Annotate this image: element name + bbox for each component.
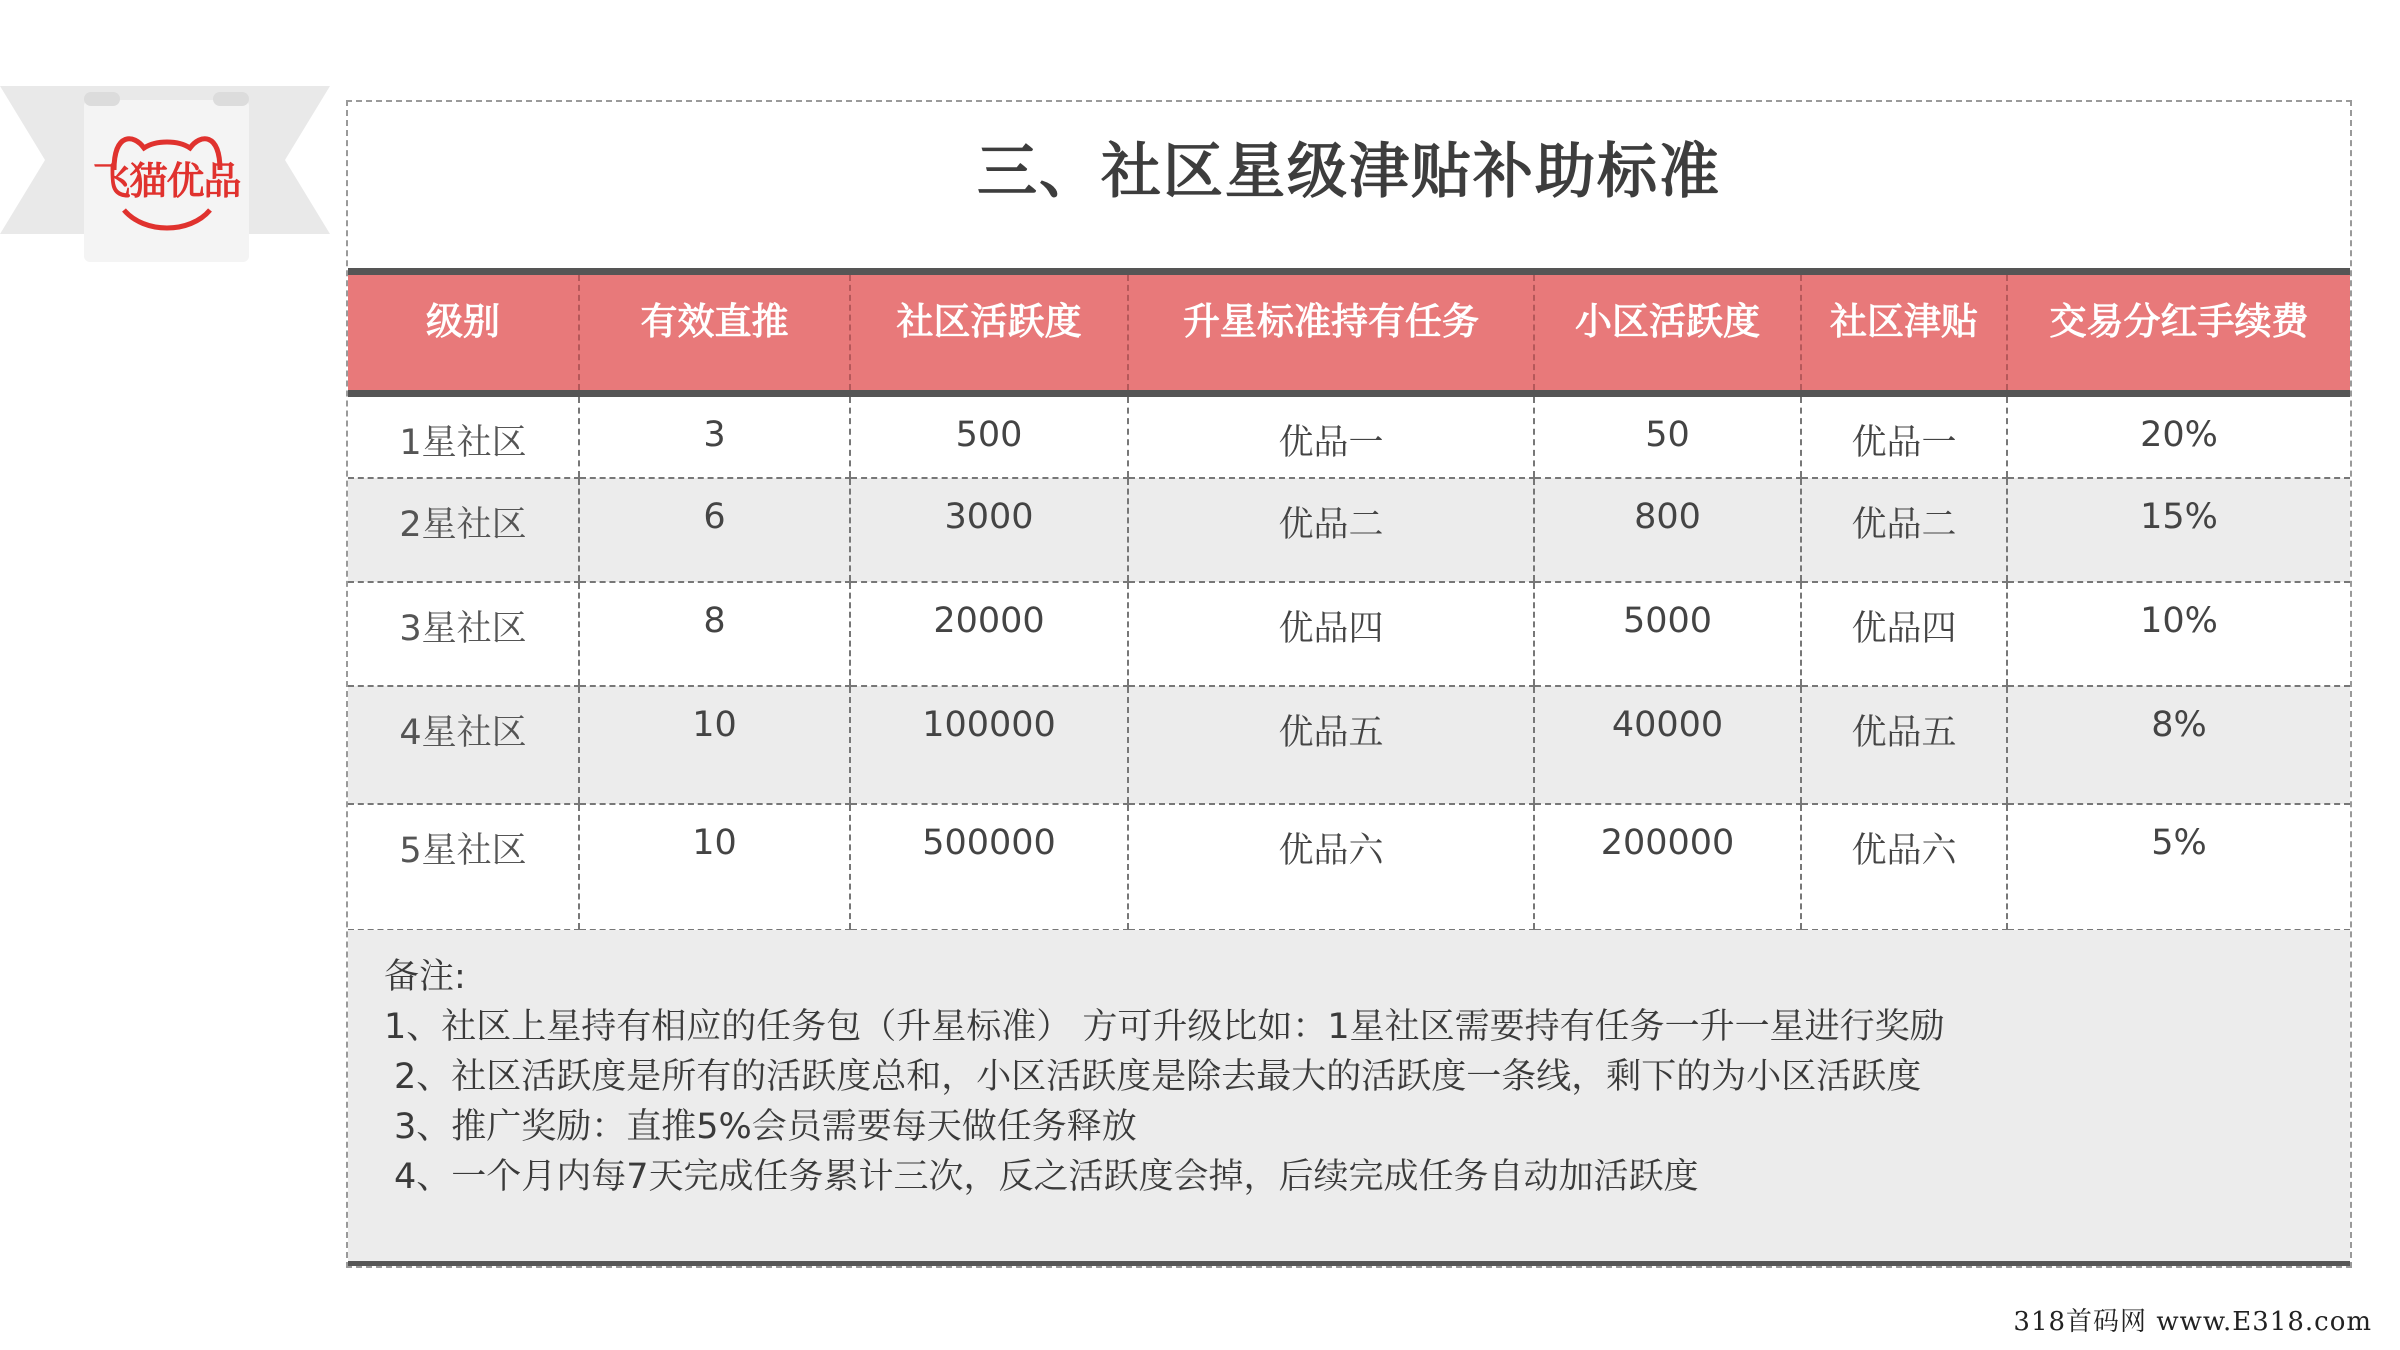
cell-fee: 20% [2007,394,2350,478]
cell-area-activity: 800 [1534,478,1801,582]
table-row [348,582,2350,686]
cell-direct: 3 [579,394,850,478]
cell-community-activity: 3000 [850,478,1128,582]
table-row [348,478,2350,582]
table-row [348,804,2350,930]
cell-area-activity: 50 [1534,394,1801,478]
note-item: 2、社区活跃度是所有的活跃度总和，小区活跃度是除去最大的活跃度一条线，剩下的为小区活跃度 [394,1057,1922,1097]
cell-fee: 15% [2007,478,2350,582]
subsidy-table [348,268,2350,931]
notes-label: 备注: [384,957,466,997]
cell-task: 优品一 [1128,394,1534,478]
cell-direct: 8 [579,582,850,686]
logo [84,92,249,262]
col-header: 交易分红手续费 [2007,272,2350,394]
cell-area-activity: 40000 [1534,686,1801,804]
cell-task: 优品六 [1128,804,1534,930]
cell-task: 优品二 [1128,478,1534,582]
cell-allowance: 优品二 [1801,478,2007,582]
col-header: 级别 [348,272,579,394]
cell-allowance: 优品五 [1801,686,2007,804]
cell-community-activity: 20000 [850,582,1128,686]
cell-allowance: 优品一 [1801,394,2007,478]
watermark: 318首码网 www.E318.com [2013,1307,2372,1337]
col-header: 升星标准持有任务 [1128,272,1534,394]
cell-fee: 5% [2007,804,2350,930]
logo-text: 飞猫优品 [92,159,241,203]
note-item: 4、一个月内每7天完成任务累计三次，反之活跃度会掉，后续完成任务自动加活跃度 [394,1157,1699,1197]
notes-section [348,930,2350,1266]
note-item: 1、社区上星持有相应的任务包（升星标准） 方可升级比如：1星社区需要持有任务一升一星进行奖励 [384,1007,1945,1047]
table-row [348,686,2350,804]
col-header: 小区活跃度 [1534,272,1801,394]
cell-task: 优品四 [1128,582,1534,686]
cell-area-activity: 5000 [1534,582,1801,686]
cell-allowance: 优品六 [1801,804,2007,930]
table-row [348,394,2350,478]
cell-level: 1星社区 [348,394,579,478]
note-item: 3、推广奖励：直推5%会员需要每天做任务释放 [394,1107,1137,1147]
cell-community-activity: 500 [850,394,1128,478]
col-header: 社区活跃度 [850,272,1128,394]
cell-task: 优品五 [1128,686,1534,804]
col-header: 社区津贴 [1801,272,2007,394]
cell-direct: 10 [579,804,850,930]
cell-community-activity: 100000 [850,686,1128,804]
table-header-row [348,272,2350,394]
col-header: 有效直推 [579,272,850,394]
cell-direct: 10 [579,686,850,804]
cell-allowance: 优品四 [1801,582,2007,686]
cell-level: 5星社区 [348,804,579,930]
cell-fee: 10% [2007,582,2350,686]
cell-direct: 6 [579,478,850,582]
cell-fee: 8% [2007,686,2350,804]
cell-community-activity: 500000 [850,804,1128,930]
cell-level: 2星社区 [348,478,579,582]
cell-level: 3星社区 [348,582,579,686]
cell-area-activity: 200000 [1534,804,1801,930]
cell-level: 4星社区 [348,686,579,804]
content-frame [346,100,2352,1268]
page-title: 三、社区星级津贴补助标准 [977,137,1721,207]
